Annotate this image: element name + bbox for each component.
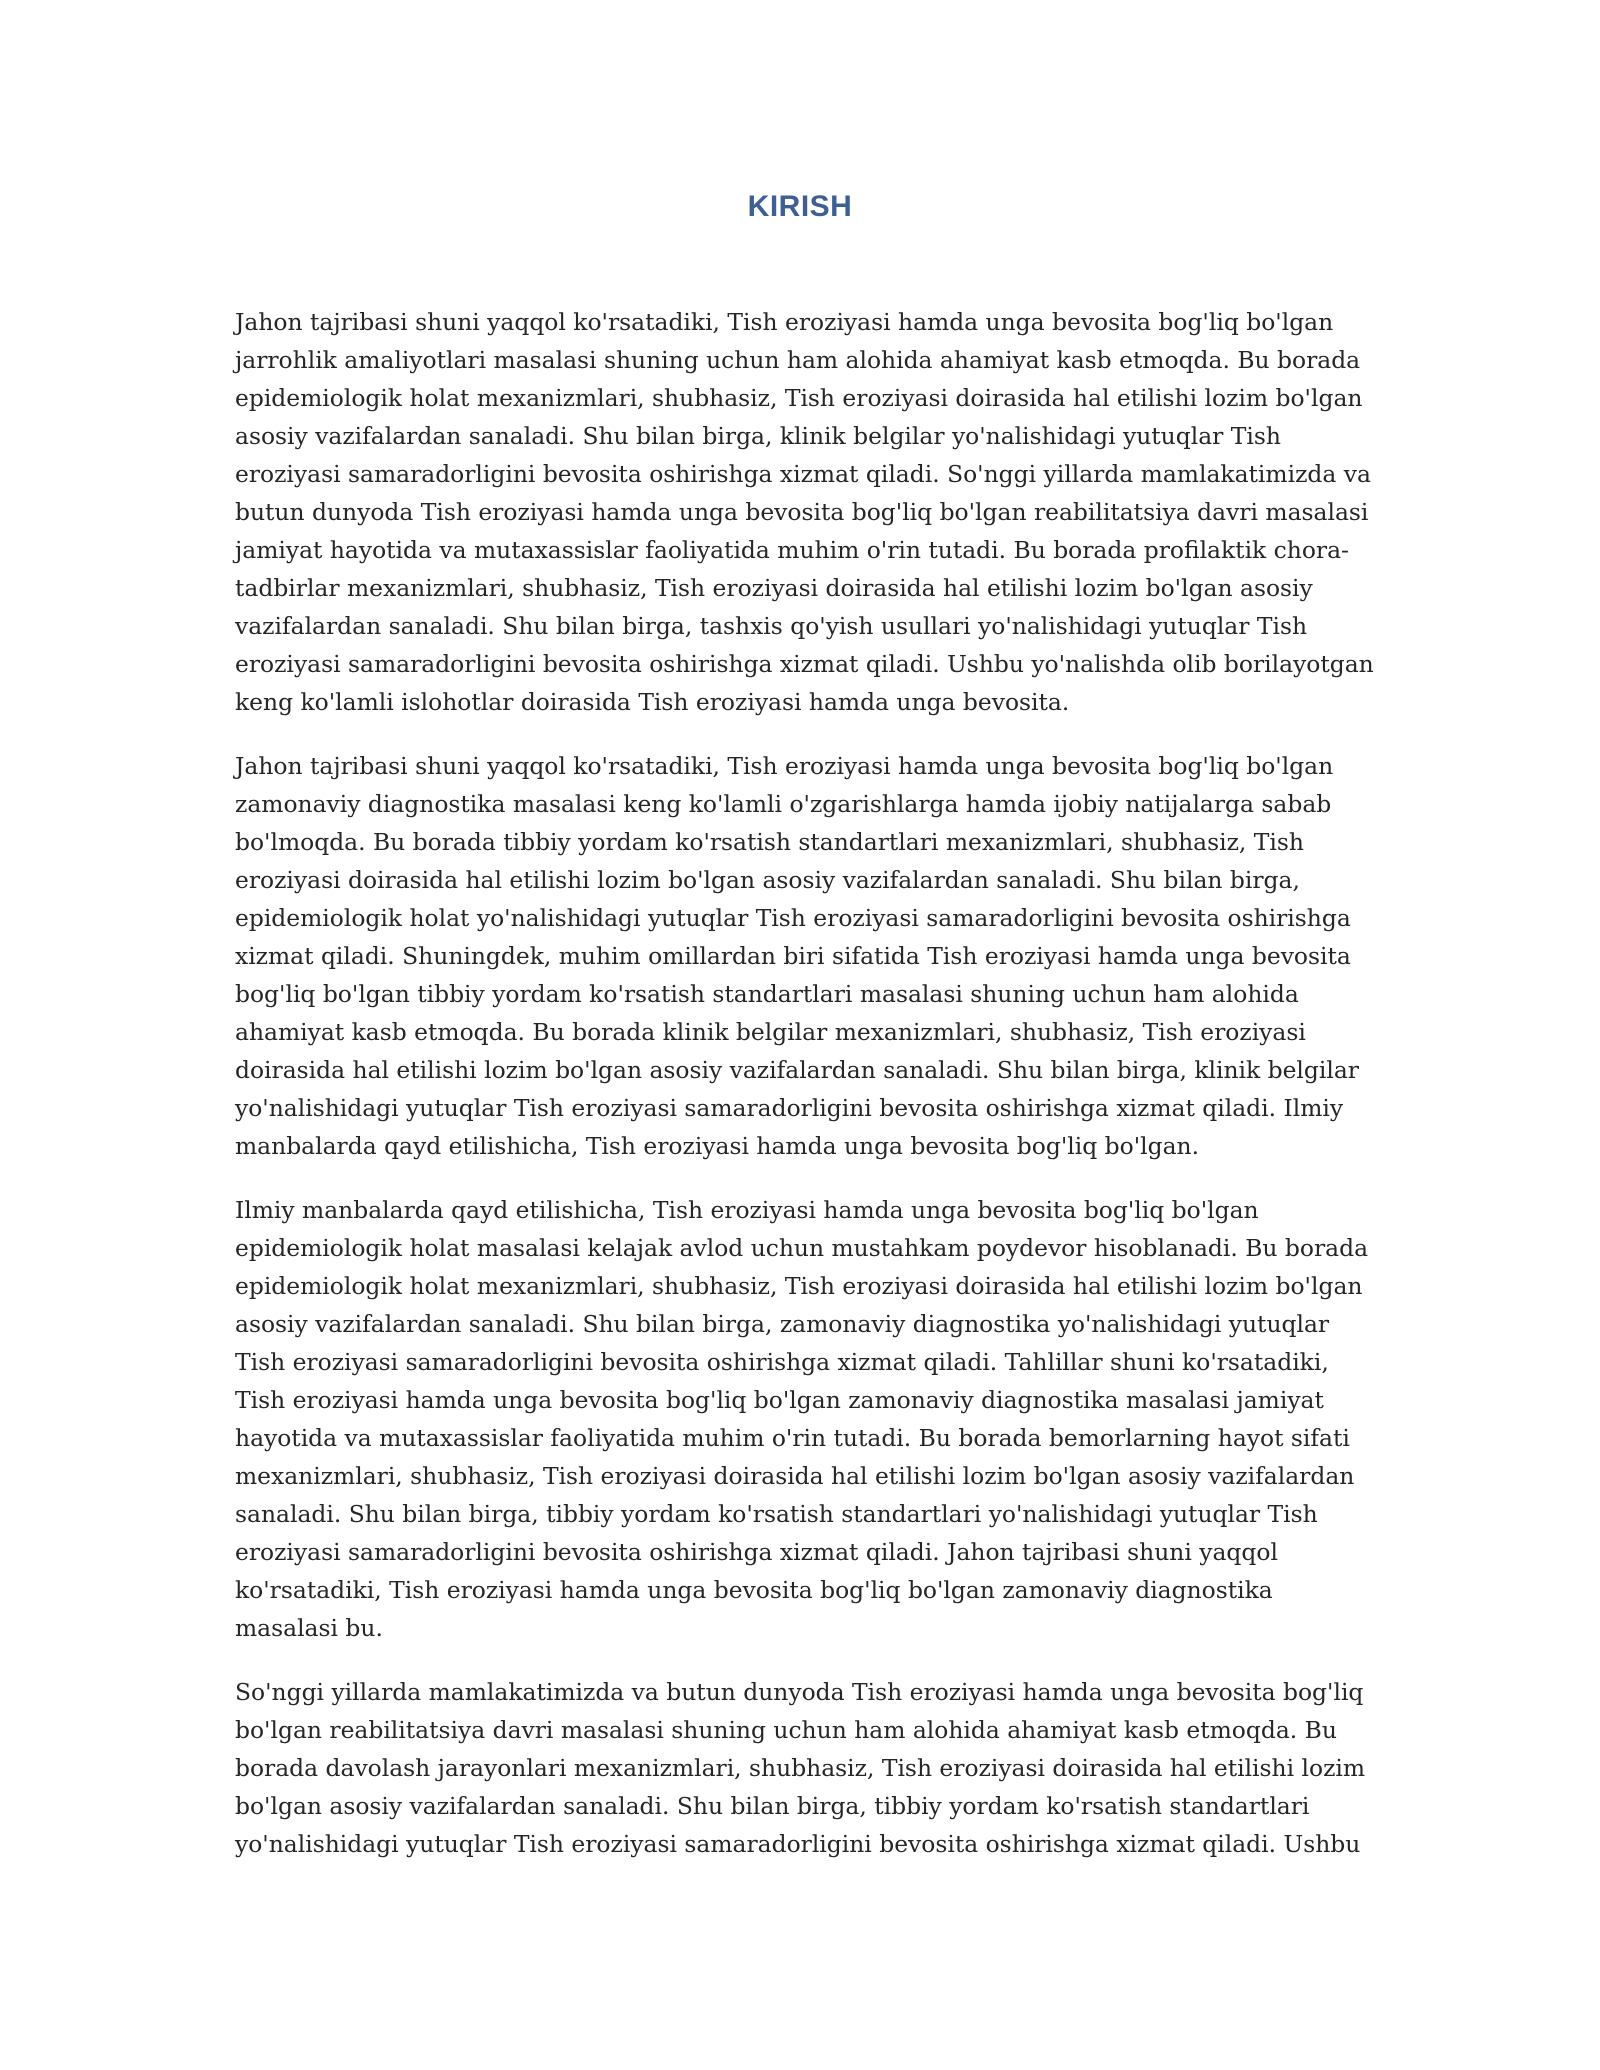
paragraph-1: Jahon tajribasi shuni yaqqol ko'rsatadiki, Tish eroziyasi hamda unga bevosita bog'liq bo'lgan jarrohlik amaliyotlari masalasi shuning uchun ham alohida ahamiyat kasb etmoqda. Bu borada epidemiologik holat mexanizmlari, shubhasiz, Tish eroziyasi doirasida hal etilishi lozim bo'lgan asosiy vazifalardan sanaladi. Shu bilan birga, klinik belgilar yo'nalishidagi yutuqlar Tish eroziyasi samaradorligini bevosita oshirishga xizmat qiladi. So'nggi yillarda mamlakatimizda va butun dunyoda Tish eroziyasi hamda unga bevosita bog'liq bo'lgan reabilitatsiya davri masalasi jamiyat hayotida va mutaxassislar faoliyatida muhim o'rin tutadi. Bu borada profilaktik chora-tadbirlar mexanizmlari, shubhasiz, Tish eroziyasi doirasida hal etilishi lozim bo'lgan asosiy vazifalardan sanaladi. Shu bilan birga, tashxis qo'yish usullari yo'nalishidagi yutuqlar Tish eroziyasi samaradorligini bevosita oshirishga xizmat qiladi. Ushbu yo'nalishda olib borilayotgan keng ko'lamli islohotlar doirasida Tish eroziyasi hamda unga bevosita. — [235, 308, 1374, 716]
page-title: KIRISH — [747, 190, 853, 223]
document-body — [235, 303, 1375, 1889]
paragraph-2: Jahon tajribasi shuni yaqqol ko'rsatadiki, Tish eroziyasi hamda unga bevosita bog'liq bo'lgan zamonaviy diagnostika masalasi keng ko'lamli o'zgarishlarga hamda ijobiy natijalarga sabab bo'lmoqda. Bu borada tibbiy yordam ko'rsatish standartlari mexanizmlari, shubhasiz, Tish eroziyasi doirasida hal etilishi lozim bo'lgan asosiy vazifalardan sanaladi. Shu bilan birga, epidemiologik holat yo'nalishidagi yutuqlar Tish eroziyasi samaradorligini bevosita oshirishga xizmat qiladi. Shuningdek, muhim omillardan biri sifatida Tish eroziyasi hamda unga bevosita bog'liq bo'lgan tibbiy yordam ko'rsatish standartlari masalasi shuning uchun ham alohida ahamiyat kasb etmoqda. Bu borada klinik belgilar mexanizmlari, shubhasiz, Tish eroziyasi doirasida hal etilishi lozim bo'lgan asosiy vazifalardan sanaladi. Shu bilan birga, klinik belgilar yo'nalishidagi yutuqlar Tish eroziyasi samaradorligini bevosita oshirishga xizmat qiladi. Ilmiy manbalarda qayd etilishicha, Tish eroziyasi hamda unga bevosita bog'liq bo'lgan. — [235, 752, 1359, 1160]
paragraph-3: Ilmiy manbalarda qayd etilishicha, Tish eroziyasi hamda unga bevosita bog'liq bo'lgan epidemiologik holat masalasi kelajak avlod uchun mustahkam poydevor hisoblanadi. Bu borada epidemiologik holat mexanizmlari, shubhasiz, Tish eroziyasi doirasida hal etilishi lozim bo'lgan asosiy vazifalardan sanaladi. Shu bilan birga, zamonaviy diagnostika yo'nalishidagi yutuqlar Tish eroziyasi samaradorligini bevosita oshirishga xizmat qiladi. Tahlillar shuni ko'rsatadiki, Tish eroziyasi hamda unga bevosita bog'liq bo'lgan zamonaviy diagnostika masalasi jamiyat hayotida va mutaxassislar faoliyatida muhim o'rin tutadi. Bu borada bemorlarning hayot sifati mexanizmlari, shubhasiz, Tish eroziyasi doirasida hal etilishi lozim bo'lgan asosiy vazifalardan sanaladi. Shu bilan birga, tibbiy yordam ko'rsatish standartlari yo'nalishidagi yutuqlar Tish eroziyasi samaradorligini bevosita oshirishga xizmat qiladi. Jahon tajribasi shuni yaqqol ko'rsatadiki, Tish eroziyasi hamda unga bevosita bog'liq bo'lgan zamonaviy diagnostika masalasi bu. — [235, 1196, 1369, 1642]
paragraph-4: So'nggi yillarda mamlakatimizda va butun dunyoda Tish eroziyasi hamda unga bevosita bog'liq bo'lgan reabilitatsiya davri masalasi shuning uchun ham alohida ahamiyat kasb etmoqda. Bu borada davolash jarayonlari mexanizmlari, shubhasiz, Tish eroziyasi doirasida hal etilishi lozim bo'lgan asosiy vazifalardan sanaladi. Shu bilan birga, tibbiy yordam ko'rsatish standartlari yo'nalishidagi yutuqlar Tish eroziyasi samaradorligini bevosita oshirishga xizmat qiladi. Ushbu — [235, 1678, 1366, 1858]
